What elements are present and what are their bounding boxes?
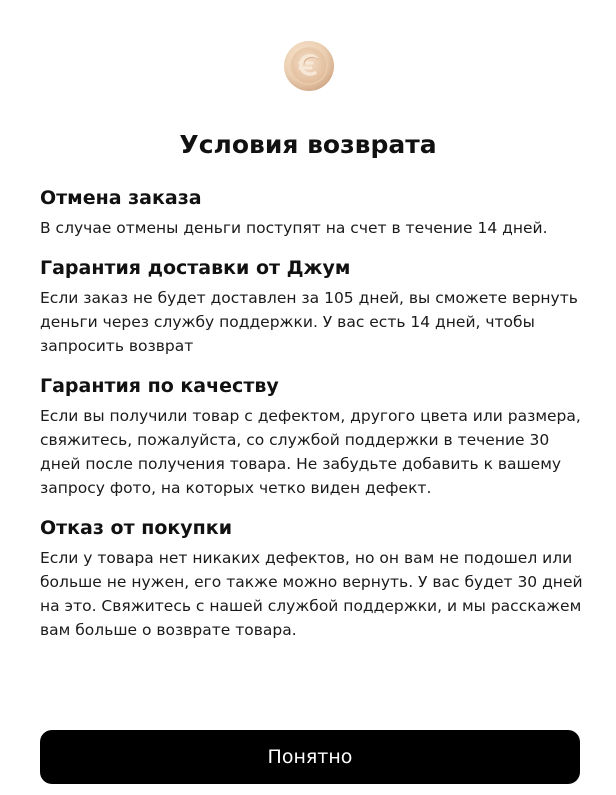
section-title: Гарантия доставки от Джум xyxy=(40,257,351,279)
return-conditions-list xyxy=(40,184,588,642)
section-title: Отмена заказа xyxy=(40,187,202,209)
modal-title: Условия возврата xyxy=(179,130,437,159)
section-order-cancellation xyxy=(40,184,588,240)
section-title: Гарантия по качеству xyxy=(40,375,279,397)
section-purchase-refusal xyxy=(40,514,588,642)
section-quality-guarantee xyxy=(40,372,588,500)
coin-icon xyxy=(283,40,335,92)
confirm-button[interactable]: Понятно xyxy=(40,730,580,784)
section-body: Если у товара нет никаких дефектов, но он вам не подошел или больше не нужен, его также можно вернуть. У вас будет 30 дней на это. Свяжитесь с нашей службой поддержки, и мы расскажем вам больше о возврате товара. xyxy=(40,549,583,639)
section-body: В случае отмены деньги поступят на счет в течение 14 дней. xyxy=(40,219,548,237)
section-title: Отказ от покупки xyxy=(40,517,233,539)
section-delivery-guarantee xyxy=(40,254,588,358)
section-body: Если вы получили товар с дефектом, другого цвета или размера, свяжитесь, пожалуйста, со службой поддержки в течение 30 дней после получения товара. Не забудьте добавить к вашему запросу фото, на которых четко виден дефект. xyxy=(40,407,581,497)
section-body: Если заказ не будет доставлен за 105 дней, вы сможете вернуть деньги через службу поддержки. У вас есть 14 дней, чтобы запросить возврат xyxy=(40,289,578,355)
